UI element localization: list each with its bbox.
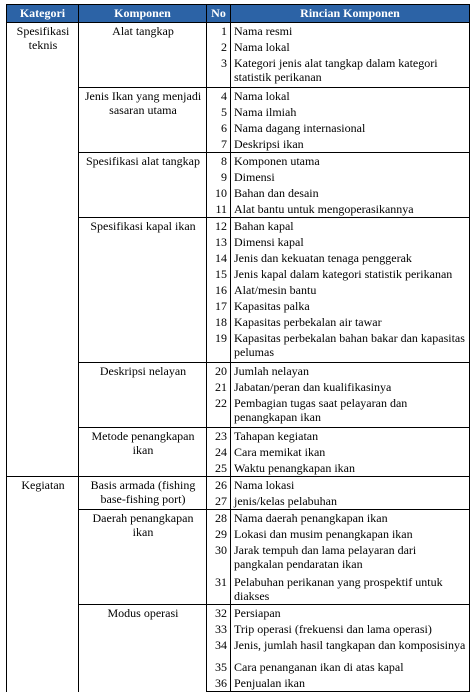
item-no: 16 [207,282,231,298]
item-no: 2 [207,39,231,55]
item-text: Penjualan ikan [231,675,470,692]
item-text: Dimensi [231,169,470,185]
item-text: Jabatan/peran dan kualifikasinya [231,379,470,395]
item-no: 8 [207,153,231,170]
component-cell: Spesifikasi alat tangkap [79,153,207,218]
item-text: Jumlah nelayan [231,363,470,380]
item-no: 23 [207,428,231,445]
item-text: Jarak tempuh dan lama pelayaran dari pangkalan pendaratan ikan [231,542,470,574]
item-no: 25 [207,460,231,477]
category-cell: Kegiatan [7,477,79,692]
table-row [7,23,470,40]
item-text: Cara memikat ikan [231,444,470,460]
component-cell: Spesifikasi kapal ikan [79,218,207,363]
item-no: 36 [207,675,231,692]
component-cell: Alat tangkap [79,23,207,88]
header-komponen: Komponen [79,5,207,23]
item-text: Nama resmi [231,23,470,40]
item-text: Deskripsi ikan [231,136,470,153]
item-no: 9 [207,169,231,185]
header-no: No [207,5,231,23]
item-text: Trip operasi (frekuensi dan lama operasi) [231,621,470,637]
table-header-row [7,5,470,23]
item-no: 30 [207,542,231,574]
item-text: Kapasitas perbekalan air tawar [231,314,470,330]
item-text: Jenis dan kekuatan tenaga penggerak [231,250,470,266]
item-no: 24 [207,444,231,460]
item-text: Kapasitas perbekalan bahan bakar dan kapasitas pelumas [231,330,470,363]
item-text: Cara penanganan ikan di atas kapal [231,653,470,675]
component-cell: Deskripsi nelayan [79,363,207,428]
item-text: Bahan kapal [231,218,470,235]
item-text: Lokasi dan musim penangkapan ikan [231,526,470,542]
item-no: 31 [207,574,231,605]
item-no: 14 [207,250,231,266]
item-text: Alat/mesin bantu [231,282,470,298]
item-no: 29 [207,526,231,542]
component-cell: Basis armada (fishing base-fishing port) [79,477,207,510]
item-no: 5 [207,104,231,120]
category-cell: Spesifikasi teknis [7,23,79,477]
item-text: Alat bantu untuk mengoperasikannya [231,201,470,218]
item-no: 12 [207,218,231,235]
item-text: Nama dagang internasional [231,120,470,136]
table-row [7,477,470,494]
header-rincian: Rincian Komponen [231,5,470,23]
component-cell: Modus operasi [79,605,207,692]
item-no: 13 [207,234,231,250]
item-text: Waktu penangkapan ikan [231,460,470,477]
item-text: Nama lokal [231,88,470,105]
component-cell: Metode penangkapan ikan [79,428,207,477]
item-no: 34 [207,637,231,653]
item-no: 10 [207,185,231,201]
component-table [6,4,470,692]
item-text: Tahapan kegiatan [231,428,470,445]
item-text: Kapasitas palka [231,298,470,314]
item-no: 3 [207,55,231,88]
item-no: 27 [207,493,231,510]
header-kategori: Kategori [7,5,79,23]
component-cell: Jenis Ikan yang menjadi sasaran utama [79,88,207,153]
component-cell: Daerah penangkapan ikan [79,510,207,605]
item-text: Persiapan [231,605,470,622]
item-no: 22 [207,395,231,428]
item-no: 1 [207,23,231,40]
item-text: Dimensi kapal [231,234,470,250]
item-text: Jenis kapal dalam kategori statistik perikanan [231,266,470,282]
item-text: Komponen utama [231,153,470,170]
item-no: 32 [207,605,231,622]
item-no: 26 [207,477,231,494]
item-no: 7 [207,136,231,153]
item-no: 6 [207,120,231,136]
item-text: Nama ilmiah [231,104,470,120]
item-text: Nama lokasi [231,477,470,494]
item-text: Bahan dan desain [231,185,470,201]
item-text: Pembagian tugas saat pelayaran dan penangkapan ikan [231,395,470,428]
item-no: 15 [207,266,231,282]
item-no: 21 [207,379,231,395]
item-no: 4 [207,88,231,105]
item-no: 28 [207,510,231,527]
item-text: Nama lokal [231,39,470,55]
item-text: Nama daerah penangkapan ikan [231,510,470,527]
item-no: 17 [207,298,231,314]
item-text: jenis/kelas pelabuhan [231,493,470,510]
item-no: 33 [207,621,231,637]
item-no: 11 [207,201,231,218]
item-text: Kategori jenis alat tangkap dalam kategori statistik perikanan [231,55,470,88]
item-no: 18 [207,314,231,330]
item-text: Pelabuhan perikanan yang prospektif untuk diakses [231,574,470,605]
item-text: Jenis, jumlah hasil tangkapan dan komposisinya [231,637,470,653]
item-no: 20 [207,363,231,380]
item-no: 35 [207,653,231,675]
item-no: 19 [207,330,231,363]
